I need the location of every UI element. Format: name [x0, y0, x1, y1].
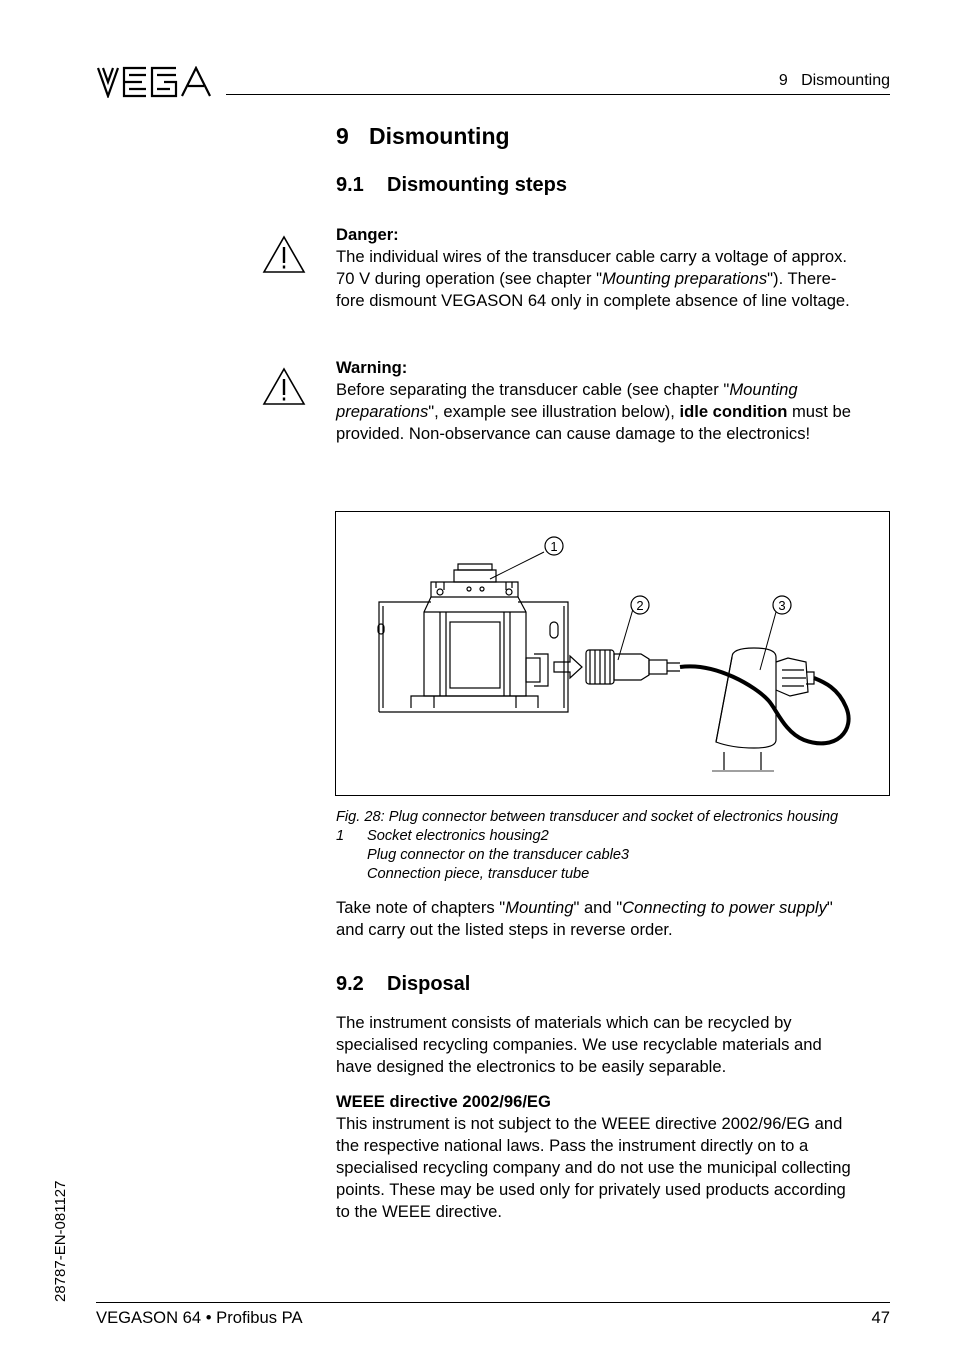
figure-caption [336, 808, 892, 884]
section-number: 9.2 [336, 973, 364, 995]
weee-line: to the WEEE directive. [336, 1202, 503, 1221]
document-code: 28787-EN-081127 [52, 1180, 69, 1302]
footer-rule [96, 1302, 890, 1303]
section-title: Dismounting steps [387, 174, 568, 196]
disposal-line: The instrument consists of materials which can be recycled by [336, 1013, 792, 1032]
connector-illustration [336, 512, 889, 795]
caption-item: Connection piece, transducer tube [367, 866, 590, 882]
weee-label: WEEE directive 2002/96/EG [336, 1092, 551, 1111]
chapter-title [336, 123, 510, 150]
figure-frame [335, 511, 890, 796]
chapter-title-text: Dismounting [369, 123, 510, 149]
danger-line-2: 70 V during operation (see chapter "Mounting preparations"). There- [336, 269, 837, 288]
section-title: Disposal [387, 973, 471, 995]
weee-line: points. These may be used only for privately used products according [336, 1180, 846, 1199]
section-number: 9.1 [336, 174, 364, 196]
caption-title: Fig. 28: Plug connector between transducer and socket of electronics housing [336, 809, 839, 825]
page-number: 47 [871, 1308, 890, 1327]
weee-line: This instrument is not subject to the WEEE directive 2002/96/EG and [336, 1114, 843, 1133]
weee-line: specialised recycling company and do not use the municipal collecting [336, 1158, 851, 1177]
reference-note [336, 897, 892, 941]
warning-line-1: Before separating the transducer cable (see chapter "Mounting [336, 380, 798, 399]
chapter-number: 9 [336, 123, 349, 149]
warning-line-2: preparations", example see illustration below), idle condition must be [336, 402, 851, 421]
danger-line-3: fore dismount VEGASON 64 only in complete absence of line voltage. [336, 291, 850, 310]
caption-item: 1 Socket electronics housing2 [336, 828, 549, 844]
danger-note [336, 224, 892, 312]
section-9-1-heading [336, 174, 567, 197]
warning-label: Warning: [336, 358, 408, 377]
weee-paragraph [336, 1091, 892, 1223]
footer-product: VEGASON 64 • Profibus PA [96, 1308, 303, 1327]
danger-label: Danger: [336, 225, 399, 244]
header-rule [226, 94, 890, 95]
callout-1: 1 [550, 539, 558, 554]
danger-line-1: The individual wires of the transducer cable carry a voltage of approx. [336, 247, 847, 266]
disposal-line: have designed the electronics to be easily separable. [336, 1057, 727, 1076]
running-header: 9 Dismounting [778, 72, 890, 89]
note-line-2: and carry out the listed steps in reverse order. [336, 920, 673, 939]
warning-triangle-icon [262, 366, 306, 406]
disposal-paragraph [336, 1012, 892, 1078]
weee-line: the respective national laws. Pass the instrument directly on to a [336, 1136, 809, 1155]
warning-line-3: provided. Non-observance can cause damage to the electronics! [336, 424, 811, 443]
warning-note [336, 357, 892, 445]
vega-logo [96, 66, 214, 98]
callout-3: 3 [778, 598, 786, 613]
note-line-1: Take note of chapters "Mounting" and "Connecting to power supply" [336, 898, 833, 917]
caption-item: Plug connector on the transducer cable3 [367, 847, 630, 863]
disposal-line: specialised recycling companies. We use recyclable materials and [336, 1035, 822, 1054]
section-9-2-heading [336, 973, 470, 996]
warning-triangle-icon [262, 234, 306, 274]
callout-2: 2 [636, 598, 644, 613]
